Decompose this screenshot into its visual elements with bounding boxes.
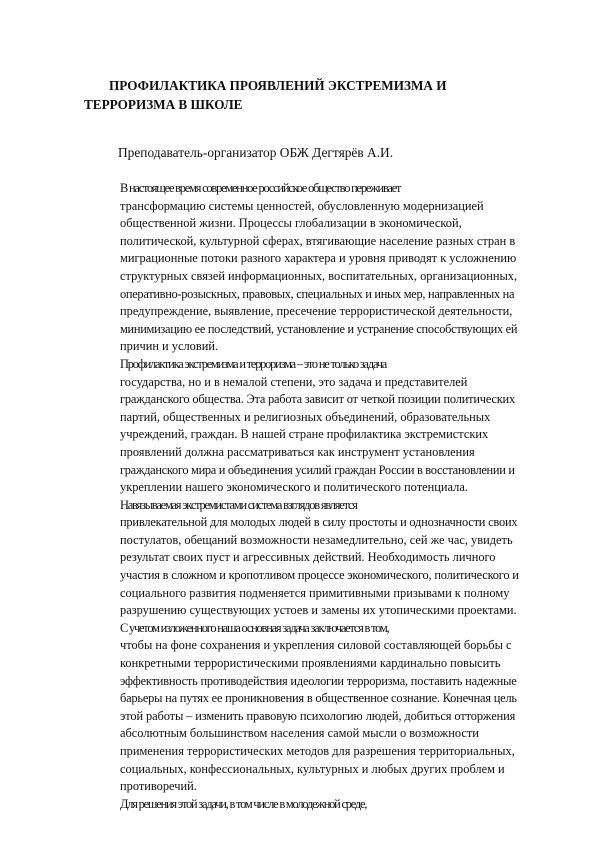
paragraph-line: результат своих пуст и агрессивных действий. Необходимость личного <box>120 550 496 565</box>
paragraph-line: государства, но и в немалой степени, это задача и представителей <box>120 374 468 389</box>
paragraph-line: Навязываемая экстремистами система взглядов является <box>120 497 357 512</box>
paragraph-line: общественной жизни. Процессы глобализации в экономической, <box>120 216 462 231</box>
paragraph-line: гражданского общества. Эта работа зависит от четкой позиции политических <box>120 392 515 407</box>
document-title: ПРОФИЛАКТИКА ПРОЯВЛЕНИЙ ЭКСТРЕМИЗМА И ТЕРРОРИЗМА В ШКОЛЕ <box>84 78 447 112</box>
paragraph-line: эффективность противодействия идеологии терроризма, поставить надежные <box>120 673 517 688</box>
paragraph-line: социального развития подменяется примитивными призывами к полному <box>120 585 510 600</box>
paragraph-line: оперативно-розыскных, правовых, специальных и иных мер, направленных на <box>120 286 515 301</box>
paragraph-line: С учетом изложенного наша основная задача заключается в том, <box>120 620 389 635</box>
paragraph-line: укреплении нашего экономического и политического потенциала. <box>120 480 468 495</box>
paragraph-line: постулатов, обещаний возможности незамедлительно, сей же час, увидеть <box>120 532 513 547</box>
paragraph-line: барьеры на путях ее проникновения в общественное сознание. Конечная цель <box>120 691 517 706</box>
paragraph-line: участия в сложном и кропотливом процессе экономического, политического и <box>120 568 519 583</box>
paragraph-line: применения террористических методов для разрешения территориальных, <box>120 744 515 758</box>
body-paragraph <box>84 497 520 620</box>
paragraph-line: противоречий. <box>120 779 197 794</box>
author-line: Преподаватель-организатор ОБЖ Дегтярёв А.И. <box>118 145 394 160</box>
paragraph-line: Для решения этой задачи, в том числе в молодежной среде, <box>120 796 367 811</box>
paragraph-line: причин и условий. <box>120 339 219 354</box>
paragraph-line: чтобы на фоне сохранения и укрепления силовой составляющей борьбы с <box>120 638 512 653</box>
paragraph-line: политической, культурной сферах, втягивающие население разных стран в <box>120 233 516 248</box>
paragraph-line: разрушению существующих устоев и замены их утопическими проектами. <box>120 603 517 618</box>
paragraph-line: предупреждение, выявление, пресечение террористической деятельности, <box>120 304 513 319</box>
paragraph-line: структурных связей информационных, воспитательных, организационных, <box>120 268 518 283</box>
paragraph-line: трансформацию системы ценностей, обусловленную модернизацией <box>120 198 484 213</box>
body-paragraph <box>84 180 520 356</box>
paragraph-line: социальных, конфессиональных, культурных и любых других проблем и <box>120 761 505 776</box>
paragraph-line: учреждений, граждан. В нашей стране профилактика экстремистских <box>120 427 489 442</box>
paragraph-line: минимизацию ее последствий, установление и устранение способствующих ей <box>120 321 518 336</box>
body-paragraph <box>84 620 520 796</box>
paragraph-line: партий, общественных и религиозных объединений, образовательных <box>120 409 491 424</box>
paragraph-line: привлекательной для молодых людей в силу простоты и однозначности своих <box>120 515 518 530</box>
paragraph-line: гражданского мира и объединения усилий граждан России в восстановлении и <box>120 462 515 477</box>
paragraph-line: проявлений должна рассматриваться как инструмент установления <box>120 444 475 459</box>
document-body <box>84 180 520 813</box>
paragraph-line: абсолютным большинством населения самой мысли о возможности <box>120 726 479 741</box>
paragraph-line: этой работы – изменить правовую психологию людей, добиться отторжения <box>120 708 516 723</box>
paragraph-line: В настоящее время современное российское общество переживает <box>120 181 401 195</box>
paragraph-line: конкретными террористическими проявлениями кардинально повысить <box>120 656 501 671</box>
paragraph-line: миграционные потоки разного характера и уровня приводят к усложнению <box>120 251 517 266</box>
body-paragraph <box>84 796 520 814</box>
body-paragraph <box>84 356 520 497</box>
paragraph-line: Профилактика экстремизма и терроризма – это не только задача <box>120 356 387 371</box>
